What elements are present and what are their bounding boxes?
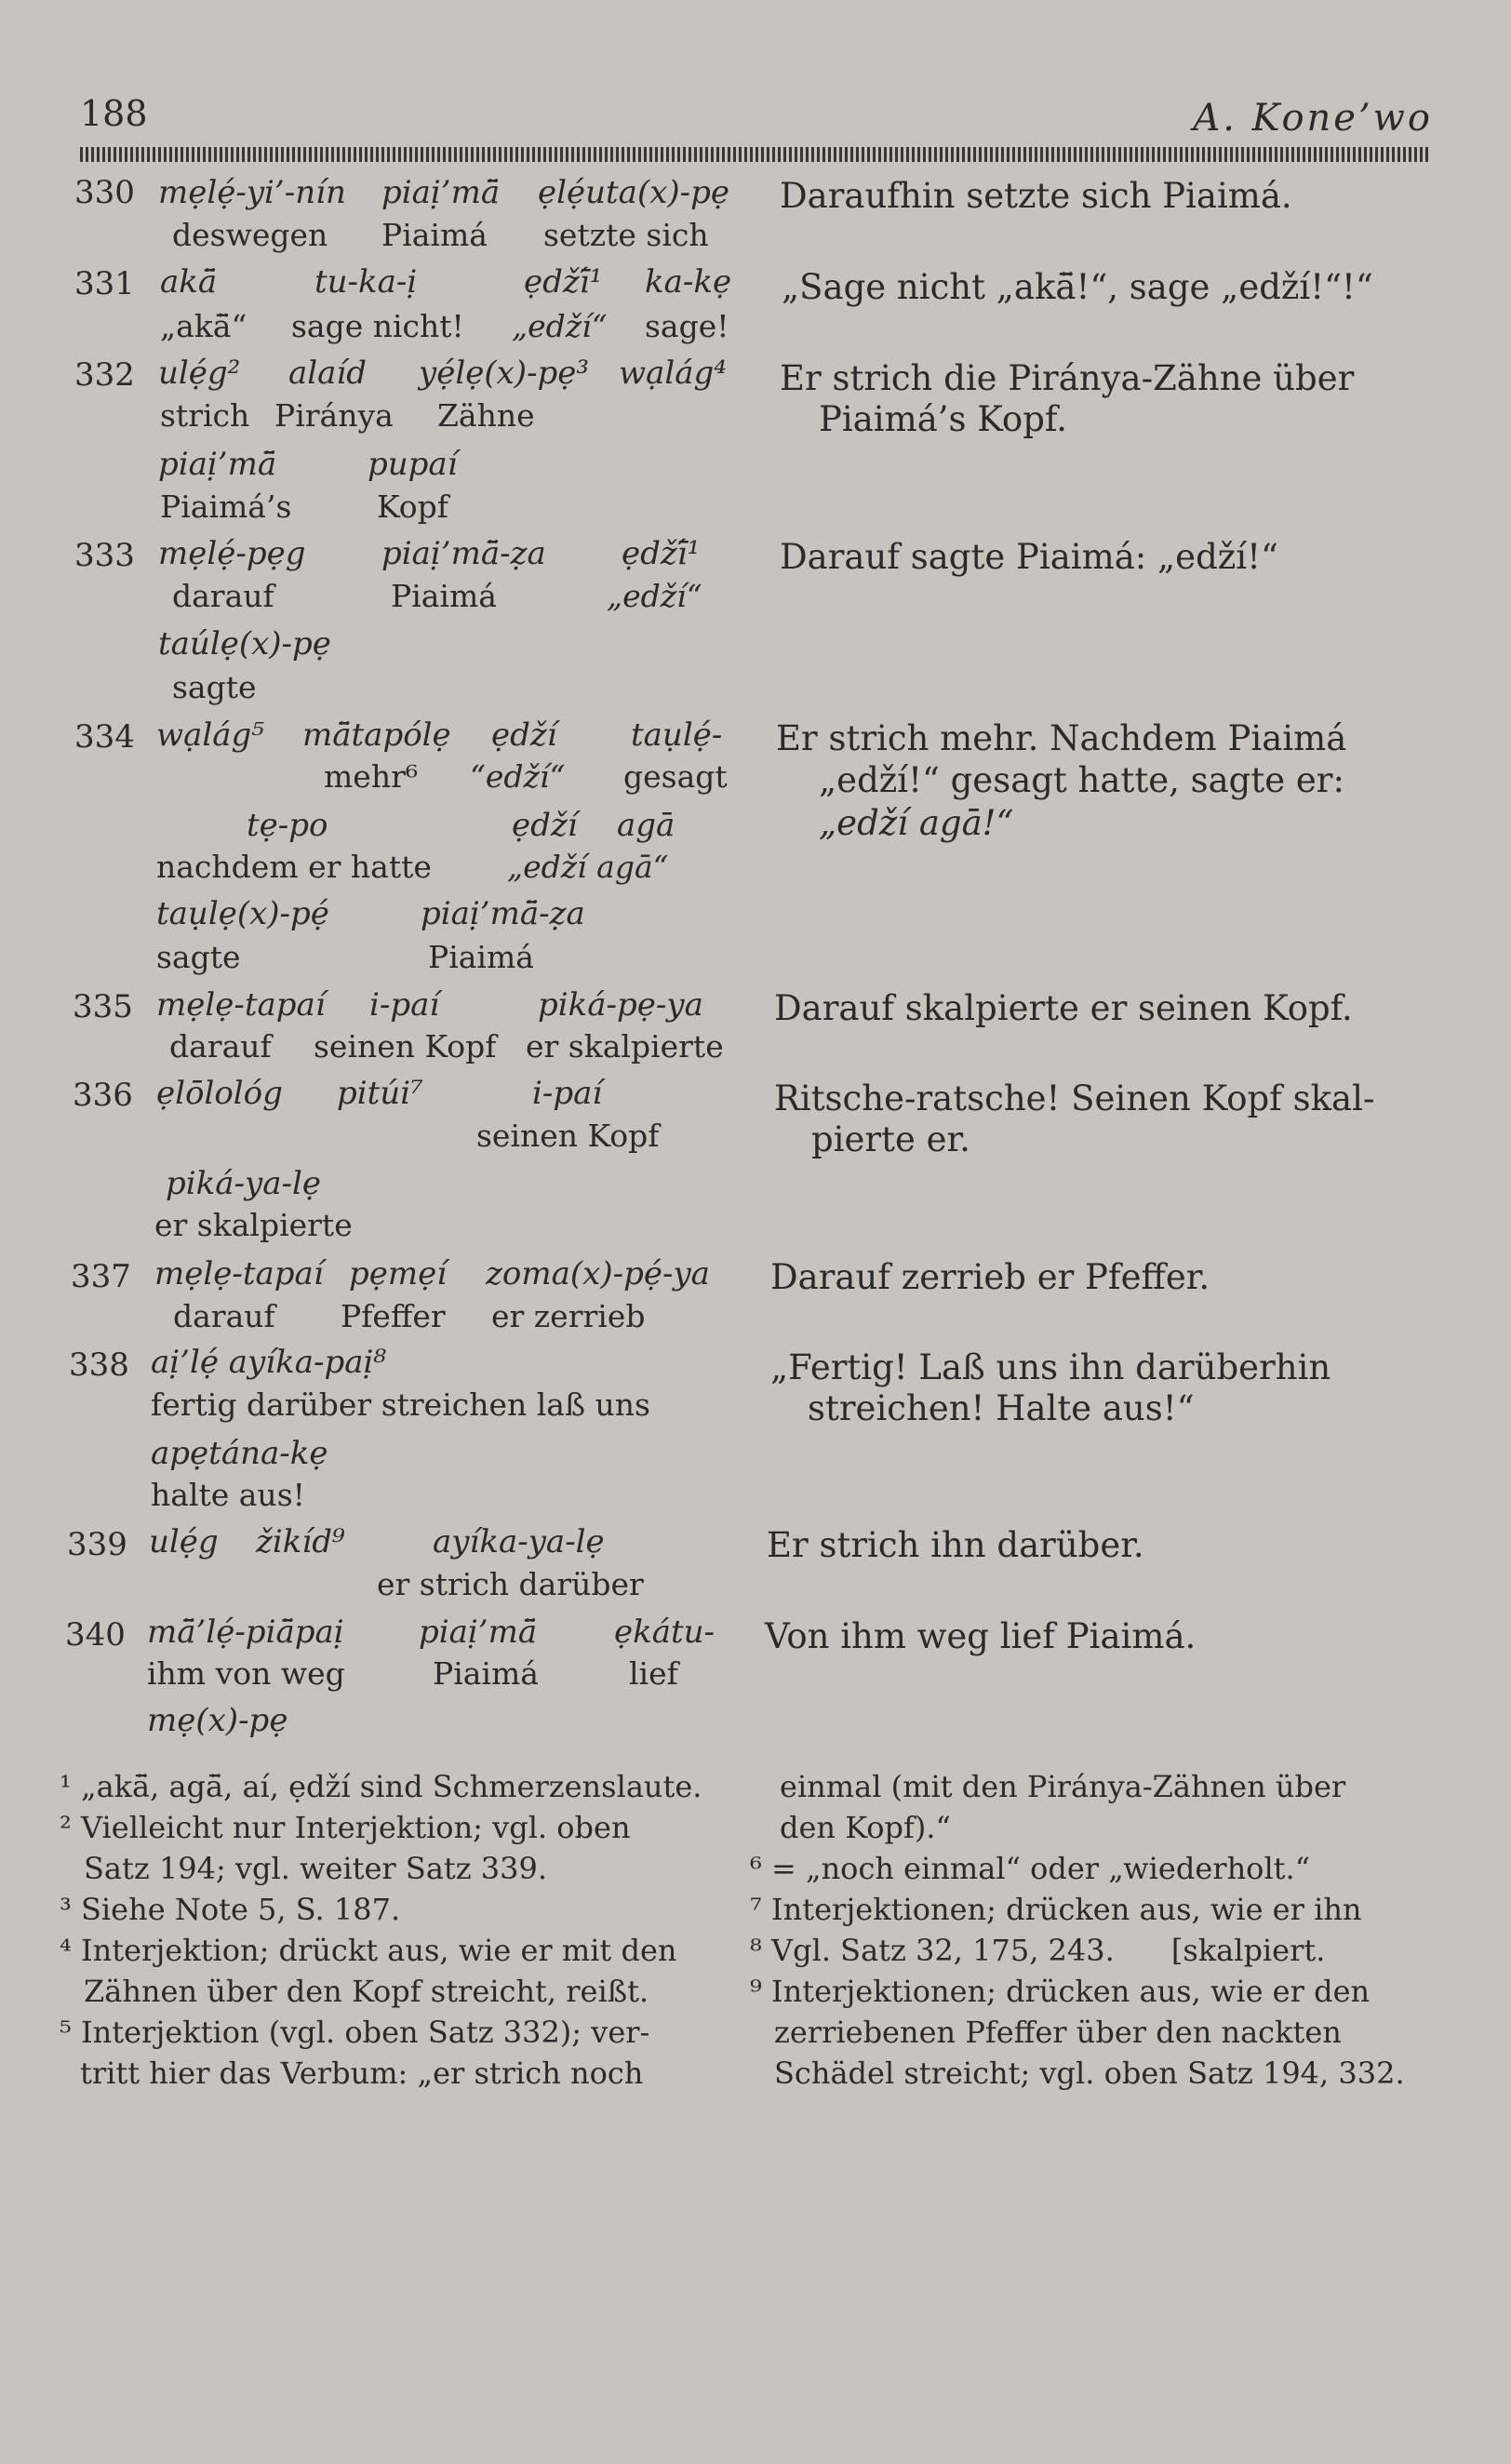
native-word: agā xyxy=(617,807,675,844)
gloss: er zerrieb xyxy=(491,1298,646,1334)
native-word: ayíka-ya-lẹ xyxy=(433,1523,605,1560)
native-word: zoma(x)-pẹ́-ya xyxy=(486,1255,710,1292)
translation: Er strich mehr. Nachdem Piaimá xyxy=(776,718,1347,758)
native-word: wạlág⁵ xyxy=(156,716,264,754)
gloss: fertig darüber streichen laß uns xyxy=(151,1386,650,1423)
sentence-number: 340 xyxy=(65,1616,126,1654)
footnote-line: einmal (mit den Piránya-Zähnen über xyxy=(780,1769,1346,1804)
native-word: pitúi⁷ xyxy=(337,1075,423,1112)
page-number: 188 xyxy=(80,93,148,134)
native-word: ka-kẹ xyxy=(645,263,732,301)
gloss: „edží agā“ xyxy=(507,849,669,885)
native-word: tẹ-po xyxy=(247,807,328,844)
footnote-line: ⁶ = „noch einmal“ oder „wiederholt.“ xyxy=(750,1851,1311,1886)
native-word: žikíd⁹ xyxy=(256,1523,345,1560)
native-word: ẹlẹ́uta(x)-pẹ xyxy=(538,174,730,211)
running-header: A. Kone’wo xyxy=(1193,97,1433,140)
gloss: „akā̈“ xyxy=(160,308,247,344)
gloss: setzte sich xyxy=(543,217,709,253)
translation: Darauf skalpierte er seinen Kopf. xyxy=(774,988,1353,1028)
native-word: mẹlẹ-tapaí xyxy=(154,1255,324,1292)
footnote-line: ³ Siehe Note 5, S. 187. xyxy=(60,1892,401,1927)
footnote-line: tritt hier das Verbum: „er strich noch xyxy=(80,2056,644,2091)
native-word: ẹdží xyxy=(491,716,557,754)
native-word: ulẹ́g xyxy=(149,1523,219,1560)
native-word: alaíd xyxy=(288,355,368,392)
footnote-line: zerriebenen Pfeffer über den nackten xyxy=(774,2015,1342,2050)
footnote-line: ⁴ Interjektion; drückt aus, wie er mit den xyxy=(60,1933,677,1968)
native-word: i-paí xyxy=(532,1075,603,1112)
gloss: Zähne xyxy=(437,397,535,434)
translation: streichen! Halte aus!“ xyxy=(808,1388,1195,1428)
gloss: er strich darüber xyxy=(377,1566,644,1602)
sentence-number: 339 xyxy=(67,1526,127,1563)
gloss: sage nicht! xyxy=(291,308,464,344)
footnote-line: ⁵ Interjektion (vgl. oben Satz 332); ver- xyxy=(60,2015,650,2050)
native-word: piaị’mā̈-ẓa xyxy=(421,895,585,932)
footnote-line: ¹ „akā̈, agā̈, aí, ẹdží sind Schmerzenslaute. xyxy=(60,1769,702,1804)
native-word: apẹtána-kẹ xyxy=(151,1435,328,1472)
native-word: piaị’mā̈ xyxy=(381,174,501,211)
translation: „edží!“ gesagt hatte, sagte er: xyxy=(819,760,1344,800)
gloss: er skalpierte xyxy=(154,1207,353,1243)
gloss: Piaimá xyxy=(433,1655,539,1692)
native-word: taúlẹ(x)-pẹ xyxy=(158,625,331,663)
sentence-number: 330 xyxy=(74,174,135,211)
native-word: piká-pẹ-ya xyxy=(538,986,703,1024)
gloss: darauf xyxy=(169,1028,272,1065)
gloss: mehr⁶ xyxy=(324,758,419,795)
footnotes-right xyxy=(750,1766,1420,2094)
translation: „Sage nicht „akā̈!“, sage „edží!“!“ xyxy=(782,267,1373,307)
gloss: Piaimá xyxy=(391,578,497,614)
native-word: ulẹ́g² xyxy=(158,355,241,392)
native-word: piká-ya-lẹ xyxy=(166,1165,321,1202)
native-word: ẹlōlológ xyxy=(156,1075,283,1112)
translation: Er strich ihn darüber. xyxy=(767,1525,1144,1565)
gloss: seinen Kopf xyxy=(476,1118,660,1154)
native-word: mā̈’lẹ́-piā̈paị xyxy=(147,1614,344,1651)
header-rule xyxy=(80,147,1431,162)
translation: Von ihm weg lief Piaimá. xyxy=(765,1616,1197,1656)
native-word: mẹlẹ́-pẹg xyxy=(158,535,306,572)
gloss: „edží“ xyxy=(607,578,702,614)
native-word: piaị’mā̈ xyxy=(419,1614,538,1651)
translation: Ritsche-ratsche! Seinen Kopf skal- xyxy=(774,1078,1375,1118)
translation: „Fertig! Laß uns ihn darüberhin xyxy=(770,1347,1331,1387)
footnote-line: ² Vielleicht nur Interjektion; vgl. oben xyxy=(60,1810,631,1845)
gloss: Piaimá xyxy=(381,217,488,253)
footnote-line: Zähnen über den Kopf streicht, reißt. xyxy=(84,1974,649,2009)
gloss: „edží“ xyxy=(512,308,608,344)
gloss: sagte xyxy=(156,939,241,975)
sentence-number: 335 xyxy=(73,988,133,1025)
native-word: taụlẹ(x)-pẹ́ xyxy=(156,895,329,932)
native-word: aị’lẹ́ ayíka-paị⁸ xyxy=(151,1344,387,1381)
sentence-number: 333 xyxy=(74,537,135,574)
gloss: halte aus! xyxy=(151,1477,305,1513)
native-word: yẹ́lẹ(x)-pẹ³ xyxy=(419,355,590,392)
native-word: ẹdží xyxy=(512,807,578,844)
footnote-line: ⁹ Interjektionen; drücken aus, wie er den xyxy=(750,1974,1371,2009)
native-word: pupaí xyxy=(368,446,458,483)
gloss: sage! xyxy=(645,308,729,344)
gloss: er skalpierte xyxy=(526,1028,724,1065)
native-word: pẹmẹí xyxy=(349,1255,448,1292)
footnote-line: ⁷ Interjektionen; drücken aus, wie er ihn xyxy=(750,1892,1362,1927)
footnotes-left xyxy=(60,1766,729,2094)
native-word: mā̈tapólẹ xyxy=(302,716,451,754)
translation: Darauf sagte Piaimá: „edží!“ xyxy=(780,537,1278,577)
translation: pierte er. xyxy=(811,1119,970,1159)
native-word: mẹlẹ-tapaí xyxy=(156,986,326,1024)
gloss: Piránya xyxy=(274,397,394,434)
gloss: “edží“ xyxy=(470,758,566,795)
native-word: mẹlẹ́-yi’-nín xyxy=(158,174,346,211)
gloss: Piaimá xyxy=(428,939,534,975)
translation: Darauf zerrieb er Pfeffer. xyxy=(770,1257,1210,1297)
native-word: mẹ(x)-pẹ xyxy=(147,1702,288,1739)
native-word: i-paí xyxy=(369,986,440,1024)
footnote-line: ⁸ Vgl. Satz 32, 175, 243. [skalpiert. xyxy=(750,1933,1326,1968)
gloss: Pfeffer xyxy=(341,1298,446,1334)
footnote-line: Satz 194; vgl. weiter Satz 339. xyxy=(84,1851,548,1886)
sentence-number: 338 xyxy=(69,1346,129,1384)
gloss: darauf xyxy=(173,1298,275,1334)
gloss: deswegen xyxy=(172,217,328,253)
native-word: ẹdžī́¹ xyxy=(524,263,603,301)
native-word: ẹdžī́¹ xyxy=(622,535,701,572)
gloss: lief xyxy=(629,1655,678,1692)
gloss: nachdem er hatte xyxy=(156,849,432,885)
sentence-number: 337 xyxy=(71,1258,131,1295)
native-word: akā̈ xyxy=(160,263,218,301)
translation: Piaimá’s Kopf. xyxy=(819,399,1068,439)
sentence-number: 331 xyxy=(74,265,135,302)
sentence-number: 334 xyxy=(74,718,135,756)
gloss: Kopf xyxy=(377,489,448,525)
native-word: taụlẹ́- xyxy=(631,716,723,754)
translation: Er strich die Piránya-Zähne über xyxy=(780,358,1355,398)
gloss: sagte xyxy=(172,669,257,705)
sentence-number: 336 xyxy=(73,1077,133,1114)
native-word: ẹkátu- xyxy=(614,1614,715,1651)
native-word: piaị’mā̈ xyxy=(158,446,277,483)
sentence-number: 332 xyxy=(74,356,135,394)
gloss: seinen Kopf xyxy=(314,1028,497,1065)
translation: „edží agā!“ xyxy=(819,803,1014,843)
translation: Daraufhin setzte sich Piaimá. xyxy=(780,176,1292,216)
gloss: Piaimá’s xyxy=(160,489,292,525)
native-word: piaị’mā̈-ẓa xyxy=(381,535,546,572)
native-word: wạlág⁴ xyxy=(619,355,727,392)
footnote-line: Schädel streicht; vgl. oben Satz 194, 332. xyxy=(774,2056,1405,2091)
gloss: strich xyxy=(160,397,250,434)
native-word: tu-ka-ị xyxy=(314,263,418,301)
gloss: gesagt xyxy=(623,758,728,795)
footnote-line: den Kopf).“ xyxy=(780,1810,951,1845)
gloss: ihm von weg xyxy=(147,1655,345,1692)
gloss: darauf xyxy=(172,578,274,614)
